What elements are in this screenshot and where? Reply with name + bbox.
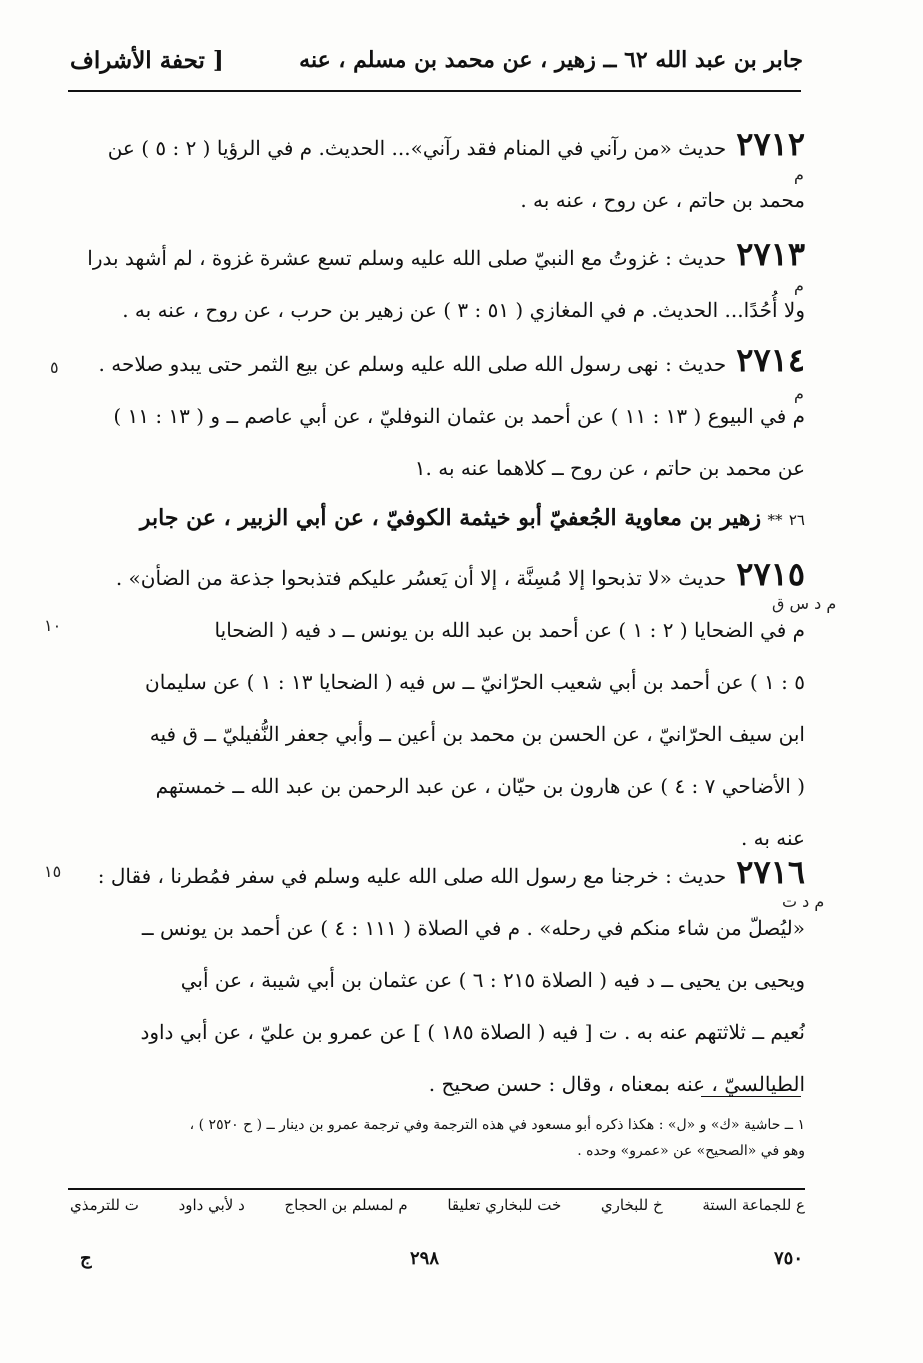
entry-line: عن محمد بن حاتم ، عن روح ــ كلاهما عنه به .١ <box>414 456 805 480</box>
legend-item: خ للبخاري <box>600 1196 663 1214</box>
entry-line: ٢٧١٦حديث : خرجنا مع رسول الله صلى الله عليه وسلم في سفر فمُطرنا ، فقال : <box>97 853 805 891</box>
entry-line: م في الضحايا ( ٢ : ١ ) عن أحمد بن عبد الله بن يونس ــ د فيه ( الضحايا <box>214 618 805 642</box>
sigla-marker: م <box>794 165 804 184</box>
entry-line: ٢٧١٣حديث : غزوتُ مع النبيّ صلى الله عليه وسلم تسع عشرة غزوة ، لم أشهد بدرا <box>87 235 805 273</box>
hadith-number: ٢٧١٦ <box>736 853 805 891</box>
footnote-line: وهو في «الصحيح» عن «عمرو» وحده . <box>577 1143 805 1159</box>
hadith-entry-2716 <box>70 846 805 1110</box>
margin-line-number: ١٥ <box>44 862 62 881</box>
legend-item: خت للبخاري تعليقا <box>447 1196 562 1214</box>
running-title: جابر بن عبد الله ٦٢ ــ زهير ، عن محمد بن مسلم ، عنه <box>299 47 803 73</box>
entry-line: ٢٧١٢حديث «من رآني في المنام فقد رآني»... الحديث. م في الرؤيا ( ٢ : ٥ ) عن <box>107 125 805 163</box>
sigla-marker: م د ت <box>782 892 825 911</box>
entry-line: ويحيى بن يحيى ــ د فيه ( الصلاة ٢١٥ : ٦ ) عن عثمان بن أبي شيبة ، عن أبي <box>180 968 805 992</box>
entry-line: محمد بن حاتم ، عن روح ، عنه به . <box>520 188 805 212</box>
entry-line: عنه به . <box>740 826 805 850</box>
entry-line: ٢٧١٥حديث «لا تذبحوا إلا مُسِنَّة ، إلا أن يَعسُر عليكم فتذبحوا جذعة من الضأن» . <box>115 555 805 593</box>
sigla-marker: م <box>794 384 804 403</box>
hadith-number: ٢٧١٤ <box>736 341 805 379</box>
hadith-number: ٢٧١٣ <box>736 235 805 273</box>
hadith-number: ٢٧١٢ <box>736 125 805 163</box>
entry-line: «ليُصلّ من شاء منكم في رحله» . م في الصلاة ( ١١١ : ٤ ) عن أحمد بن يونس ــ <box>141 916 805 940</box>
narrator-line <box>70 492 805 546</box>
narrator-chain: زهير بن معاوية الجُعفيّ أبو خيثمة الكوفيّ ، عن أبي الزبير ، عن جابر <box>139 505 762 531</box>
hadith-entry-2713 <box>70 228 805 336</box>
section-number: ٢٦ <box>788 511 805 529</box>
hadith-entry-2712 <box>70 118 805 226</box>
abbreviation-legend <box>70 1196 805 1214</box>
footnote <box>70 1112 805 1164</box>
gathering-mark: ج <box>80 1248 92 1269</box>
margin-line-number: ١٠ <box>44 616 62 635</box>
legend-item: م لمسلم بن الحجاج <box>284 1196 408 1214</box>
sigla-marker: م د س ق <box>772 594 837 613</box>
narrator-section <box>70 492 805 546</box>
hadith-number: ٢٧١٥ <box>736 555 805 593</box>
legend-rule <box>68 1188 805 1190</box>
legend-item: د لأبي داود <box>178 1196 245 1214</box>
sigla-marker: م <box>794 276 804 295</box>
page-number: ٢٩٨ <box>410 1248 440 1269</box>
entry-line: نُعيم ــ ثلاثتهم عنه به . ت [ فيه ( الصلاة ١٨٥ ) ] عن عمرو بن عليّ ، عن أبي داود <box>140 1020 805 1044</box>
legend-item: ت للترمذي <box>70 1196 139 1214</box>
entry-line: ولا أُحُدًا... الحديث. م في المغازي ( ٥١ : ٣ ) عن زهير بن حرب ، عن روح ، عنه به . <box>122 298 805 322</box>
section-mark: ** <box>767 511 783 529</box>
margin-line-number: ٥ <box>50 358 59 377</box>
page-footer <box>80 1248 803 1278</box>
footnote-line: ١ ــ حاشية «ك» و «ل» : هكذا ذكره أبو مسعود في هذه الترجمة وفي ترجمة عمرو بن دينار ــ ( ح ٢٥٢٠ ) ، <box>189 1117 805 1133</box>
header-rule <box>68 90 801 92</box>
book-title: [ تحفة الأشراف <box>70 46 224 74</box>
page-header <box>70 40 803 80</box>
entry-line: الطيالسيّ ، عنه بمعناه ، وقال : حسن صحيح . <box>428 1072 805 1096</box>
volume-page-number: ٧٥٠ <box>773 1248 803 1269</box>
entry-line: م في البيوع ( ١٣ : ١١ ) عن أحمد بن عثمان النوفليّ ، عن أبي عاصم ــ و ( ١٣ : ١١ ) <box>113 404 805 428</box>
footnote-rule <box>701 1096 801 1097</box>
hadith-entry-2714 <box>70 334 805 494</box>
entry-line: ابن سيف الحرّانيّ ، عن الحسن بن محمد بن أعين ــ وأبي جعفر النُّفيليّ ــ ق فيه <box>149 722 805 746</box>
hadith-entry-2715 <box>70 548 805 864</box>
entry-line: ٢٧١٤حديث : نهى رسول الله صلى الله عليه وسلم عن بيع الثمر حتى يبدو صلاحه . <box>98 341 805 379</box>
legend-item: ع للجماعة الستة <box>702 1196 805 1214</box>
entry-line: ( الأضاحي ٧ : ٤ ) عن هارون بن حيّان ، عن عبد الرحمن بن عبد الله ــ خمستهم <box>155 774 805 798</box>
entry-line: ٥ : ١ ) عن أحمد بن أبي شعيب الحرّانيّ ــ س فيه ( الضحايا ١٣ : ١ ) عن سليمان <box>145 670 805 694</box>
